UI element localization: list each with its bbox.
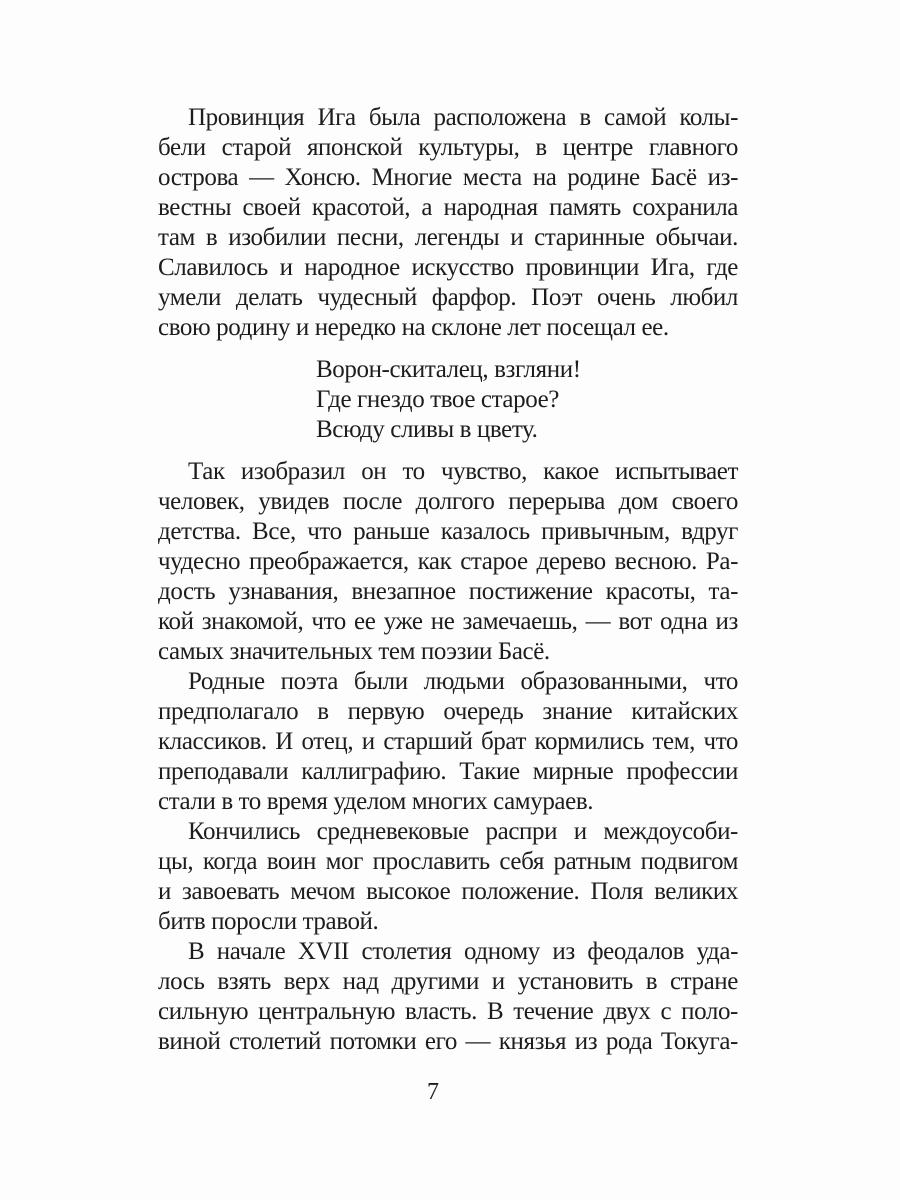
text-line: бели старой японской культуры, в центре главного [158,134,738,161]
text-line: вестны своей красотой, а народная память сохранила [158,194,738,221]
text-line: и завоевать мечом высокое положение. Поля великих [158,878,738,905]
text-line: Кончились средневековые распри и междоусоби- [188,818,738,845]
paragraph [158,457,738,667]
text-line: чудесно преображается, как старое дерево весною. Ра- [158,548,738,575]
paragraph [158,817,738,937]
paragraph [158,103,738,343]
text-line: острова — Хонсю. Многие места на родине Басё из- [158,164,738,191]
text-line: цы, когда воин мог прославить себя ратным подвигом [158,848,738,875]
text-line: человек, увидев после долгого перерыва дом своего [158,488,738,515]
text-line: классиков. И отец, и старший брат кормились тем, что [158,728,738,755]
text-line: свою родину и нередко на склоне лет посещал ее. [158,314,669,341]
text-line: там в изобилии песни, легенды и старинные обычаи. [158,224,738,251]
page-number: 7 [427,1079,439,1105]
paragraph [158,667,738,817]
text-line: Родные поэта были людьми образованными, что [188,668,738,695]
haiku-line: Ворон-скиталец, взгляни! [316,356,581,383]
text-line: преподавали каллиграфию. Такие мирные профессии [158,758,738,785]
haiku-block [158,355,738,445]
text-line: дость узнавания, внезапное постижение красоты, та- [158,578,738,605]
text-line: детства. Все, что раньше казалось привычным, вдруг [158,518,738,545]
text-line: стали в то время уделом многих самураев. [158,788,594,815]
haiku-line: Где гнездо твое старое? [316,386,559,413]
text-line: Славилось и народное искусство провинции Ига, где [158,254,738,281]
page-text [158,103,738,1057]
haiku-line: Всюду сливы в цвету. [316,416,538,443]
text-line: виной столетий потомки его — князья из рода Токуга- [158,1028,738,1055]
text-line: предполагало в первую очередь знание китайских [158,698,738,725]
text-line: кой знакомой, что ее уже не замечаешь, — вот одна из [158,608,738,635]
text-line: битв поросли травой. [158,908,379,935]
text-line: Провинция Ига была расположена в самой колы- [188,104,738,131]
text-line: самых значительных тем поэзии Басё. [158,638,550,665]
text-line: лось взять верх над другими и установить в стране [158,968,738,995]
text-line: сильную центральную власть. В течение двух с поло- [158,998,738,1025]
text-line: умели делать чудесный фарфор. Поэт очень любил [158,284,738,311]
text-line: В начале XVII столетия одному из феодалов уда- [188,938,738,965]
paragraph [158,937,738,1057]
text-line: Так изобразил он то чувство, какое испытывает [188,458,738,485]
